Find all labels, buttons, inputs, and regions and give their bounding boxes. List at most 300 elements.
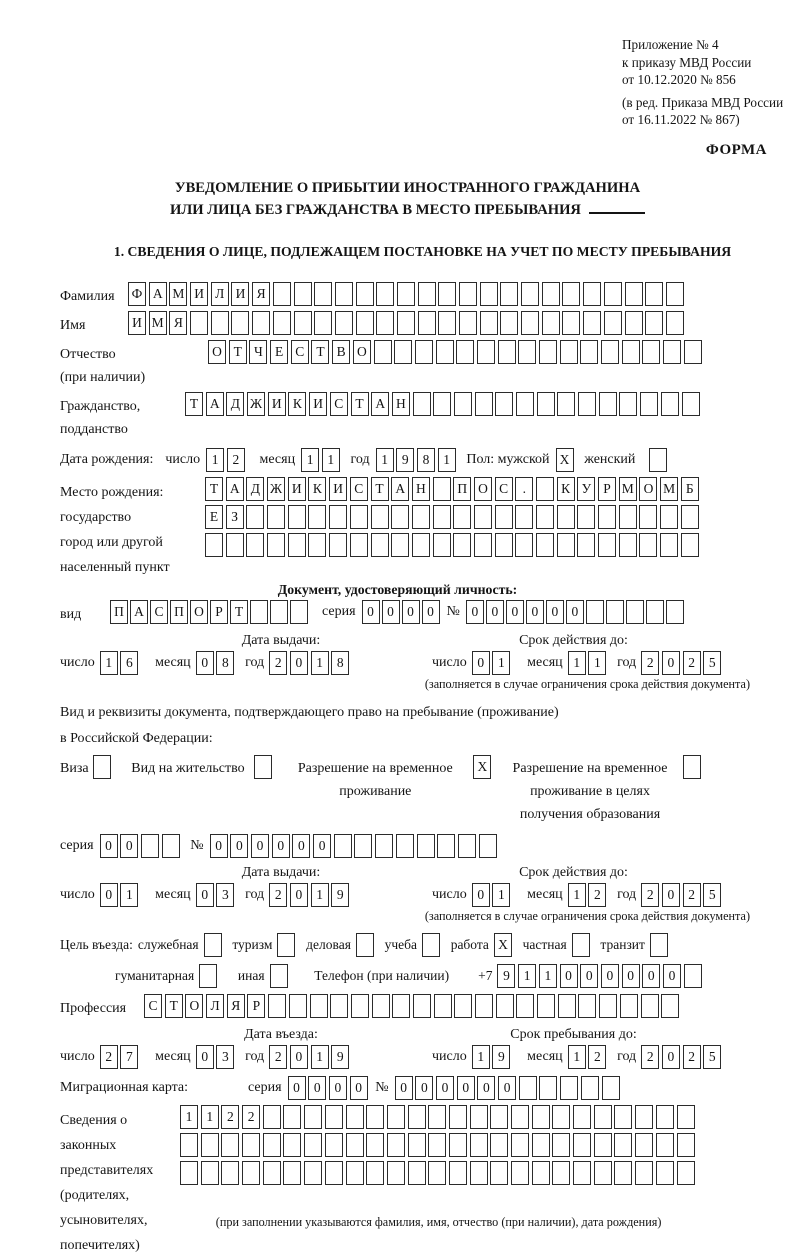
char-cell-empty[interactable] [619,533,637,557]
char-cell-empty[interactable] [408,1105,426,1129]
char-cell-empty[interactable] [335,282,353,306]
char-cell-empty[interactable] [93,755,111,779]
char-cell-empty[interactable] [387,1105,405,1129]
char-cell-empty[interactable] [677,1161,695,1185]
char-cell-empty[interactable] [635,1133,653,1157]
char-cell-empty[interactable] [562,282,580,306]
char-cell-filled[interactable]: 0 [506,600,524,624]
char-cell-empty[interactable] [645,282,663,306]
char-cell-empty[interactable] [459,282,477,306]
char-cell-empty[interactable] [221,1133,239,1157]
char-cell-empty[interactable] [205,533,223,557]
char-cell-empty[interactable] [458,834,476,858]
char-cell-filled[interactable]: 2 [100,1045,118,1069]
char-cell-filled[interactable]: Т [371,477,389,501]
char-cell-empty[interactable] [619,392,637,416]
char-cell-empty[interactable] [614,1105,632,1129]
char-cell-empty[interactable] [599,392,617,416]
char-cell-empty[interactable] [263,1133,281,1157]
char-cell-empty[interactable] [428,1105,446,1129]
char-cell-filled[interactable]: 2 [683,1045,701,1069]
char-cell-empty[interactable] [453,533,471,557]
char-cell-empty[interactable] [599,994,617,1018]
char-cell-empty[interactable] [449,1133,467,1157]
char-cell-empty[interactable] [433,505,451,529]
char-cell-filled[interactable]: А [371,392,389,416]
char-cell-filled[interactable]: П [110,600,128,624]
char-cell-empty[interactable] [314,311,332,335]
char-cell-filled[interactable]: О [353,340,371,364]
char-cell-empty[interactable] [586,600,604,624]
char-cell-empty[interactable] [201,1133,219,1157]
char-cell-empty[interactable] [573,1161,591,1185]
char-cell-empty[interactable] [434,994,452,1018]
char-cell-filled[interactable]: 1 [100,651,118,675]
char-cell-empty[interactable] [270,964,288,988]
char-cell-filled[interactable]: 0 [196,883,214,907]
char-cell-empty[interactable] [412,505,430,529]
char-cell-filled[interactable]: 0 [642,964,660,988]
char-cell-empty[interactable] [604,311,622,335]
char-cell-empty[interactable] [539,340,557,364]
char-cell-empty[interactable] [642,340,660,364]
char-cell-empty[interactable] [490,1161,508,1185]
char-cell-empty[interactable] [346,1161,364,1185]
char-cell-filled[interactable]: 5 [703,651,721,675]
char-cell-filled[interactable]: О [639,477,657,501]
char-cell-empty[interactable] [495,533,513,557]
char-cell-filled[interactable]: 0 [120,834,138,858]
char-cell-filled[interactable]: X [494,933,512,957]
char-cell-empty[interactable] [422,933,440,957]
char-cell-filled[interactable]: 2 [641,651,659,675]
char-cell-filled[interactable]: 0 [486,600,504,624]
char-cell-filled[interactable]: И [268,392,286,416]
char-cell-empty[interactable] [391,533,409,557]
char-cell-empty[interactable] [190,311,208,335]
char-cell-empty[interactable] [417,834,435,858]
char-cell-empty[interactable] [635,1161,653,1185]
char-cell-filled[interactable]: И [309,392,327,416]
char-cell-filled[interactable]: У [577,477,595,501]
char-cell-filled[interactable]: М [169,282,187,306]
char-cell-filled[interactable]: 0 [472,651,490,675]
char-cell-filled[interactable]: Н [412,477,430,501]
char-cell-empty[interactable] [625,311,643,335]
char-cell-filled[interactable]: 9 [331,883,349,907]
char-cell-filled[interactable]: С [291,340,309,364]
char-cell-filled[interactable]: 0 [308,1076,326,1100]
char-cell-empty[interactable] [656,1105,674,1129]
char-cell-filled[interactable]: 0 [477,1076,495,1100]
char-cell-empty[interactable] [428,1133,446,1157]
char-cell-empty[interactable] [366,1133,384,1157]
char-cell-empty[interactable] [288,505,306,529]
char-cell-filled[interactable]: 0 [196,1045,214,1069]
char-cell-empty[interactable] [273,311,291,335]
char-cell-filled[interactable]: 1 [568,651,586,675]
char-cell-empty[interactable] [639,533,657,557]
char-cell-empty[interactable] [552,1105,570,1129]
char-cell-empty[interactable] [660,505,678,529]
char-cell-filled[interactable]: Р [210,600,228,624]
char-cell-filled[interactable]: О [474,477,492,501]
char-cell-filled[interactable]: 0 [472,883,490,907]
char-cell-filled[interactable]: 1 [472,1045,490,1069]
char-cell-empty[interactable] [366,1161,384,1185]
char-cell-empty[interactable] [681,533,699,557]
char-cell-empty[interactable] [325,1105,343,1129]
char-cell-empty[interactable] [350,505,368,529]
char-cell-filled[interactable]: Д [226,392,244,416]
char-cell-empty[interactable] [602,1076,620,1100]
char-cell-empty[interactable] [329,505,347,529]
char-cell-filled[interactable]: З [226,505,244,529]
char-cell-empty[interactable] [663,340,681,364]
char-cell-filled[interactable]: 1 [568,883,586,907]
char-cell-empty[interactable] [536,533,554,557]
char-cell-empty[interactable] [294,282,312,306]
char-cell-filled[interactable]: 0 [290,1045,308,1069]
char-cell-empty[interactable] [622,340,640,364]
char-cell-empty[interactable] [539,1076,557,1100]
char-cell-empty[interactable] [645,311,663,335]
char-cell-empty[interactable] [474,505,492,529]
char-cell-empty[interactable] [557,392,575,416]
char-cell-empty[interactable] [661,392,679,416]
char-cell-empty[interactable] [479,834,497,858]
char-cell-filled[interactable]: 0 [288,1076,306,1100]
char-cell-filled[interactable]: Д [246,477,264,501]
char-cell-empty[interactable] [413,392,431,416]
char-cell-filled[interactable]: 2 [641,1045,659,1069]
char-cell-filled[interactable]: 1 [492,651,510,675]
char-cell-empty[interactable] [335,311,353,335]
char-cell-filled[interactable]: 0 [350,1076,368,1100]
char-cell-empty[interactable] [572,933,590,957]
char-cell-filled[interactable]: Л [211,282,229,306]
char-cell-filled[interactable]: Ж [247,392,265,416]
char-cell-empty[interactable] [204,933,222,957]
char-cell-empty[interactable] [519,1076,537,1100]
char-cell-empty[interactable] [536,477,554,501]
char-cell-filled[interactable]: 7 [120,1045,138,1069]
char-cell-empty[interactable] [573,1133,591,1157]
char-cell-empty[interactable] [614,1161,632,1185]
char-cell-empty[interactable] [289,994,307,1018]
char-cell-filled[interactable]: Т [311,340,329,364]
char-cell-empty[interactable] [470,1105,488,1129]
char-cell-filled[interactable]: 0 [457,1076,475,1100]
char-cell-empty[interactable] [371,505,389,529]
char-cell-filled[interactable]: 2 [683,651,701,675]
char-cell-empty[interactable] [263,1105,281,1129]
char-cell-filled[interactable]: 0 [196,651,214,675]
char-cell-filled[interactable]: 0 [436,1076,454,1100]
char-cell-empty[interactable] [267,505,285,529]
char-cell-filled[interactable]: И [288,477,306,501]
char-cell-filled[interactable]: 2 [221,1105,239,1129]
char-cell-empty[interactable] [594,1133,612,1157]
char-cell-empty[interactable] [532,1133,550,1157]
char-cell-filled[interactable]: В [332,340,350,364]
char-cell-empty[interactable] [684,340,702,364]
char-cell-empty[interactable] [620,994,638,1018]
char-cell-empty[interactable] [304,1161,322,1185]
char-cell-empty[interactable] [496,994,514,1018]
char-cell-filled[interactable]: Ж [267,477,285,501]
char-cell-filled[interactable]: 0 [526,600,544,624]
char-cell-filled[interactable]: О [208,340,226,364]
char-cell-filled[interactable]: 0 [210,834,228,858]
char-cell-empty[interactable] [356,282,374,306]
char-cell-filled[interactable]: 9 [396,448,414,472]
char-cell-empty[interactable] [436,340,454,364]
char-cell-empty[interactable] [684,964,702,988]
char-cell-filled[interactable]: 1 [492,883,510,907]
char-cell-empty[interactable] [677,1105,695,1129]
char-cell-empty[interactable] [428,1161,446,1185]
char-cell-empty[interactable] [490,1133,508,1157]
char-cell-filled[interactable]: А [149,282,167,306]
char-cell-filled[interactable]: 3 [216,883,234,907]
char-cell-filled[interactable]: 0 [566,600,584,624]
char-cell-empty[interactable] [199,964,217,988]
char-cell-empty[interactable] [681,505,699,529]
char-cell-empty[interactable] [246,533,264,557]
char-cell-filled[interactable]: Н [392,392,410,416]
char-cell-filled[interactable]: 0 [498,1076,516,1100]
char-cell-empty[interactable] [304,1105,322,1129]
char-cell-empty[interactable] [201,1161,219,1185]
char-cell-empty[interactable] [480,311,498,335]
char-cell-empty[interactable] [682,392,700,416]
char-cell-filled[interactable]: 0 [290,883,308,907]
char-cell-empty[interactable] [387,1161,405,1185]
char-cell-empty[interactable] [558,994,576,1018]
char-cell-empty[interactable] [495,392,513,416]
char-cell-filled[interactable]: 1 [568,1045,586,1069]
char-cell-empty[interactable] [583,311,601,335]
char-cell-empty[interactable] [646,600,664,624]
char-cell-empty[interactable] [141,834,159,858]
char-cell-empty[interactable] [581,1076,599,1100]
char-cell-empty[interactable] [625,282,643,306]
char-cell-empty[interactable] [470,1133,488,1157]
char-cell-empty[interactable] [270,600,288,624]
char-cell-empty[interactable] [250,600,268,624]
char-cell-empty[interactable] [598,533,616,557]
char-cell-empty[interactable] [242,1161,260,1185]
char-cell-filled[interactable]: 0 [580,964,598,988]
char-cell-empty[interactable] [391,505,409,529]
char-cell-filled[interactable]: 0 [251,834,269,858]
char-cell-empty[interactable] [180,1161,198,1185]
char-cell-filled[interactable]: 1 [539,964,557,988]
char-cell-empty[interactable] [604,282,622,306]
char-cell-filled[interactable]: 1 [438,448,456,472]
char-cell-empty[interactable] [288,533,306,557]
char-cell-filled[interactable]: А [206,392,224,416]
char-cell-empty[interactable] [518,340,536,364]
char-cell-empty[interactable] [606,600,624,624]
char-cell-empty[interactable] [474,533,492,557]
char-cell-filled[interactable]: 2 [269,651,287,675]
char-cell-empty[interactable] [392,994,410,1018]
char-cell-filled[interactable]: 1 [206,448,224,472]
char-cell-empty[interactable] [666,600,684,624]
char-cell-empty[interactable] [263,1161,281,1185]
char-cell-empty[interactable] [454,392,472,416]
char-cell-filled[interactable]: К [308,477,326,501]
char-cell-empty[interactable] [418,282,436,306]
char-cell-filled[interactable]: 0 [662,1045,680,1069]
char-cell-empty[interactable] [375,834,393,858]
char-cell-empty[interactable] [371,533,389,557]
char-cell-empty[interactable] [366,1105,384,1129]
char-cell-empty[interactable] [246,505,264,529]
char-cell-filled[interactable]: 0 [272,834,290,858]
char-cell-empty[interactable] [356,933,374,957]
char-cell-filled[interactable]: 1 [322,448,340,472]
char-cell-filled[interactable]: 0 [395,1076,413,1100]
char-cell-filled[interactable]: И [128,311,146,335]
char-cell-filled[interactable]: Ф [128,282,146,306]
char-cell-filled[interactable]: 5 [703,883,721,907]
char-cell-filled[interactable]: 2 [242,1105,260,1129]
char-cell-filled[interactable]: А [391,477,409,501]
char-cell-filled[interactable]: П [170,600,188,624]
char-cell-filled[interactable]: 0 [382,600,400,624]
char-cell-empty[interactable] [408,1133,426,1157]
char-cell-filled[interactable]: 0 [362,600,380,624]
char-cell-empty[interactable] [449,1161,467,1185]
char-cell-empty[interactable] [573,1105,591,1129]
char-cell-empty[interactable] [376,282,394,306]
char-cell-filled[interactable]: Р [598,477,616,501]
char-cell-empty[interactable] [639,505,657,529]
char-cell-filled[interactable]: П [453,477,471,501]
char-cell-empty[interactable] [180,1133,198,1157]
char-cell-filled[interactable]: И [190,282,208,306]
char-cell-empty[interactable] [511,1105,529,1129]
char-cell-filled[interactable]: 2 [641,883,659,907]
char-cell-filled[interactable]: Б [681,477,699,501]
char-cell-empty[interactable] [560,340,578,364]
char-cell-filled[interactable]: 1 [588,651,606,675]
char-cell-empty[interactable] [641,994,659,1018]
char-cell-empty[interactable] [532,1161,550,1185]
char-cell-filled[interactable]: Е [205,505,223,529]
char-cell-empty[interactable] [560,1076,578,1100]
char-cell-filled[interactable]: 8 [331,651,349,675]
char-cell-empty[interactable] [242,1133,260,1157]
char-cell-filled[interactable]: 0 [466,600,484,624]
char-cell-empty[interactable] [619,505,637,529]
char-cell-filled[interactable]: И [329,477,347,501]
char-cell-filled[interactable]: С [150,600,168,624]
char-cell-filled[interactable]: О [190,600,208,624]
char-cell-empty[interactable] [268,994,286,1018]
char-cell-empty[interactable] [516,994,534,1018]
char-cell-empty[interactable] [552,1161,570,1185]
char-cell-filled[interactable]: 0 [662,883,680,907]
char-cell-empty[interactable] [356,311,374,335]
char-cell-filled[interactable]: 0 [422,600,440,624]
char-cell-empty[interactable] [314,282,332,306]
char-cell-empty[interactable] [470,1161,488,1185]
char-cell-empty[interactable] [542,311,560,335]
char-cell-filled[interactable]: С [350,477,368,501]
char-cell-empty[interactable] [537,994,555,1018]
char-cell-empty[interactable] [325,1161,343,1185]
char-cell-empty[interactable] [578,994,596,1018]
char-cell-empty[interactable] [456,340,474,364]
char-cell-filled[interactable]: Т [230,600,248,624]
char-cell-filled[interactable]: 0 [290,651,308,675]
char-cell-empty[interactable] [346,1105,364,1129]
char-cell-filled[interactable]: Т [205,477,223,501]
char-cell-filled[interactable]: Я [227,994,245,1018]
char-cell-empty[interactable] [408,1161,426,1185]
char-cell-empty[interactable] [211,311,229,335]
char-cell-empty[interactable] [396,834,414,858]
char-cell-empty[interactable] [498,340,516,364]
char-cell-empty[interactable] [666,282,684,306]
char-cell-filled[interactable]: 0 [230,834,248,858]
char-cell-filled[interactable]: 0 [560,964,578,988]
char-cell-empty[interactable] [308,533,326,557]
char-cell-filled[interactable]: 1 [201,1105,219,1129]
char-cell-empty[interactable] [536,505,554,529]
char-cell-empty[interactable] [594,1161,612,1185]
char-cell-empty[interactable] [661,994,679,1018]
char-cell-filled[interactable]: 0 [329,1076,347,1100]
char-cell-empty[interactable] [598,505,616,529]
char-cell-filled[interactable]: X [473,755,491,779]
char-cell-filled[interactable]: 9 [331,1045,349,1069]
char-cell-empty[interactable] [254,755,272,779]
char-cell-empty[interactable] [677,1133,695,1157]
char-cell-filled[interactable]: Т [185,392,203,416]
char-cell-filled[interactable]: К [557,477,575,501]
char-cell-empty[interactable] [453,505,471,529]
char-cell-filled[interactable]: С [144,994,162,1018]
char-cell-empty[interactable] [438,282,456,306]
char-cell-filled[interactable]: М [149,311,167,335]
char-cell-empty[interactable] [231,311,249,335]
char-cell-empty[interactable] [475,392,493,416]
char-cell-empty[interactable] [516,392,534,416]
char-cell-empty[interactable] [537,392,555,416]
char-cell-empty[interactable] [626,600,644,624]
char-cell-empty[interactable] [500,282,518,306]
char-cell-filled[interactable]: 3 [216,1045,234,1069]
char-cell-empty[interactable] [475,994,493,1018]
char-cell-empty[interactable] [578,392,596,416]
char-cell-filled[interactable]: 0 [313,834,331,858]
char-cell-filled[interactable]: 5 [703,1045,721,1069]
char-cell-empty[interactable] [557,533,575,557]
char-cell-filled[interactable]: 0 [601,964,619,988]
char-cell-empty[interactable] [329,533,347,557]
char-cell-empty[interactable] [495,505,513,529]
char-cell-empty[interactable] [601,340,619,364]
char-cell-filled[interactable]: А [226,477,244,501]
char-cell-empty[interactable] [221,1161,239,1185]
char-cell-empty[interactable] [500,311,518,335]
char-cell-filled[interactable]: Т [229,340,247,364]
